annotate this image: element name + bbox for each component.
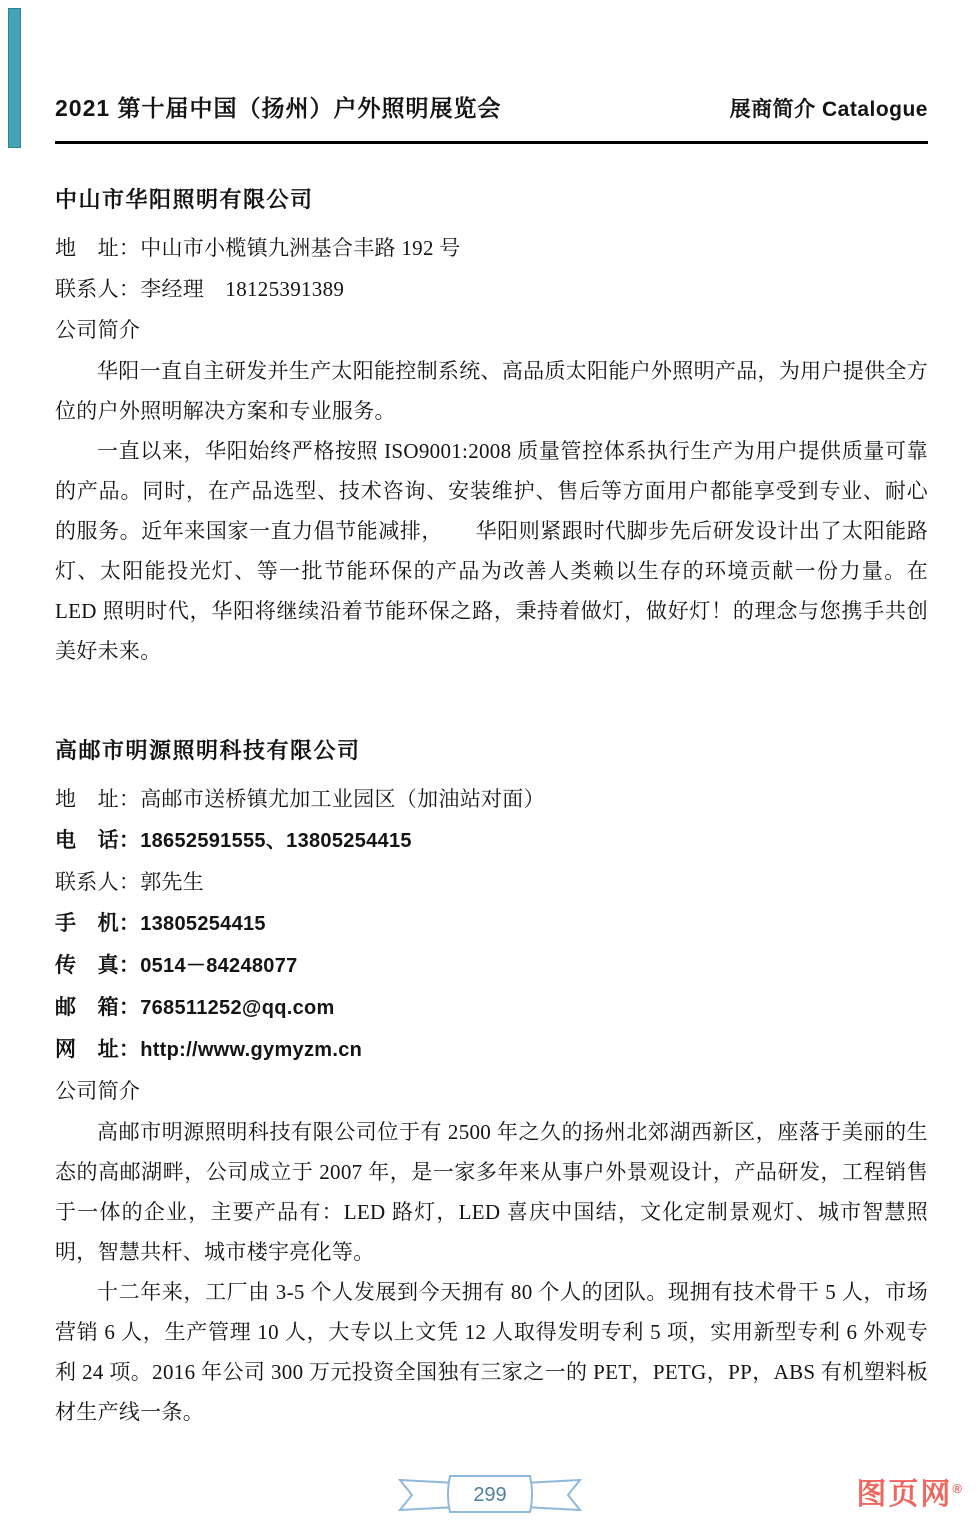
- watermark-text: 图页网: [856, 1478, 953, 1511]
- field-row-address: [55, 228, 928, 269]
- page-content: [55, 184, 928, 1432]
- field-value: 18652591555、13805254415: [140, 830, 412, 852]
- company-intro-label: 公司简介: [55, 1079, 141, 1103]
- watermark-logo: [856, 1472, 964, 1512]
- field-row-phone: [55, 820, 928, 862]
- page-number-ribbon: [390, 1470, 590, 1518]
- field-label: 邮 箱：: [55, 995, 141, 1019]
- field-value: 768511252@qq.com: [140, 997, 335, 1019]
- field-value: 高邮市送桥镇尤加工业园区（加油站对面）: [140, 787, 545, 811]
- field-value: 13805254415: [140, 913, 266, 935]
- field-label: 地 址：: [55, 236, 141, 260]
- field-row-address: [55, 779, 928, 820]
- company-paragraph: 华阳一直自主研发并生产太阳能控制系统、高品质太阳能户外照明产品，为用户提供全方位的户外照明解决方案和专业服务。: [55, 359, 928, 423]
- catalogue-label: 展商简介 Catalogue: [729, 98, 928, 121]
- page-title: 2021 第十届中国（扬州）户外照明展览会: [55, 95, 502, 121]
- field-value: 郭先生: [140, 870, 205, 894]
- company-paragraph: 一直以来，华阳始终严格按照 ISO9001:2008 质量管控体系执行生产为用户提供质量可靠的产品。同时，在产品选型、技术咨询、安装维护、售后等方面用户都能享受到专业、耐心的服务。近年来国家一直力倡节能减排， 华阳则紧跟时代脚步先后研发设计出了太阳能路灯、太阳能投光灯、等一批节能环保的产品为改善人类赖以生存的环境贡献一份力量。在 LED 照明时代，华阳将继续沿着节能环保之路，秉持着做灯，做好灯！的理念与您携手共创美好未来。: [55, 439, 928, 663]
- accent-bar: [8, 8, 21, 148]
- field-label: 联系人：: [55, 870, 141, 894]
- field-label: 联系人：: [55, 277, 141, 301]
- ribbon-graphic: [390, 1470, 590, 1518]
- field-row-contact: [55, 862, 928, 903]
- field-row-fax: [55, 945, 928, 987]
- field-label: 传 真：: [55, 953, 141, 977]
- field-value: 0514－84248077: [140, 955, 298, 977]
- field-value: 李经理 18125391389: [140, 277, 345, 301]
- field-row-email: [55, 987, 928, 1029]
- registered-mark-icon: ®: [952, 1481, 964, 1496]
- company-name: 中山市华阳照明有限公司: [55, 187, 314, 212]
- field-label: 网 址：: [55, 1037, 141, 1061]
- field-label: 地 址：: [55, 787, 141, 811]
- company-intro-label: 公司简介: [55, 318, 141, 342]
- company-paragraph: 高邮市明源照明科技有限公司位于有 2500 年之久的扬州北郊湖西新区，座落于美丽的生态的高邮湖畔，公司成立于 2007 年，是一家多年来从事户外景观设计，产品研发，工程销售于一体的企业，主要产品有：LED 路灯，LED 喜庆中国结，文化定制景观灯、城市智慧照明，智慧共杆、城市楼宇亮化等。: [55, 1120, 928, 1264]
- page-header: [55, 90, 928, 144]
- company-name: 高邮市明源照明科技有限公司: [55, 738, 361, 763]
- company-paragraph: 十二年来，工厂由 3-5 个人发展到今天拥有 80 个人的团队。现拥有技术骨干 5 人，市场营销 6 人，生产管理 10 人，大专以上文凭 12 人取得发明专利 5 项，实用新型专利 6 外观专利 24 项。2016 年公司 300 万元投资全国独有三家之一的 PET，PETG，PP，ABS 有机塑料板材生产线一条。: [55, 1280, 928, 1424]
- page-number: 299: [473, 1484, 507, 1506]
- company-section-mingyuan: [55, 735, 928, 1432]
- field-value: 中山市小榄镇九洲基合丰路 192 号: [140, 236, 461, 260]
- field-label: 电 话：: [55, 828, 141, 852]
- field-value: http://www.gymyzm.cn: [140, 1039, 363, 1061]
- company-section-huayang: [55, 184, 928, 671]
- field-label: 手 机：: [55, 911, 141, 935]
- field-row-mobile: [55, 903, 928, 945]
- field-row-contact: [55, 269, 928, 310]
- field-row-website: [55, 1029, 928, 1071]
